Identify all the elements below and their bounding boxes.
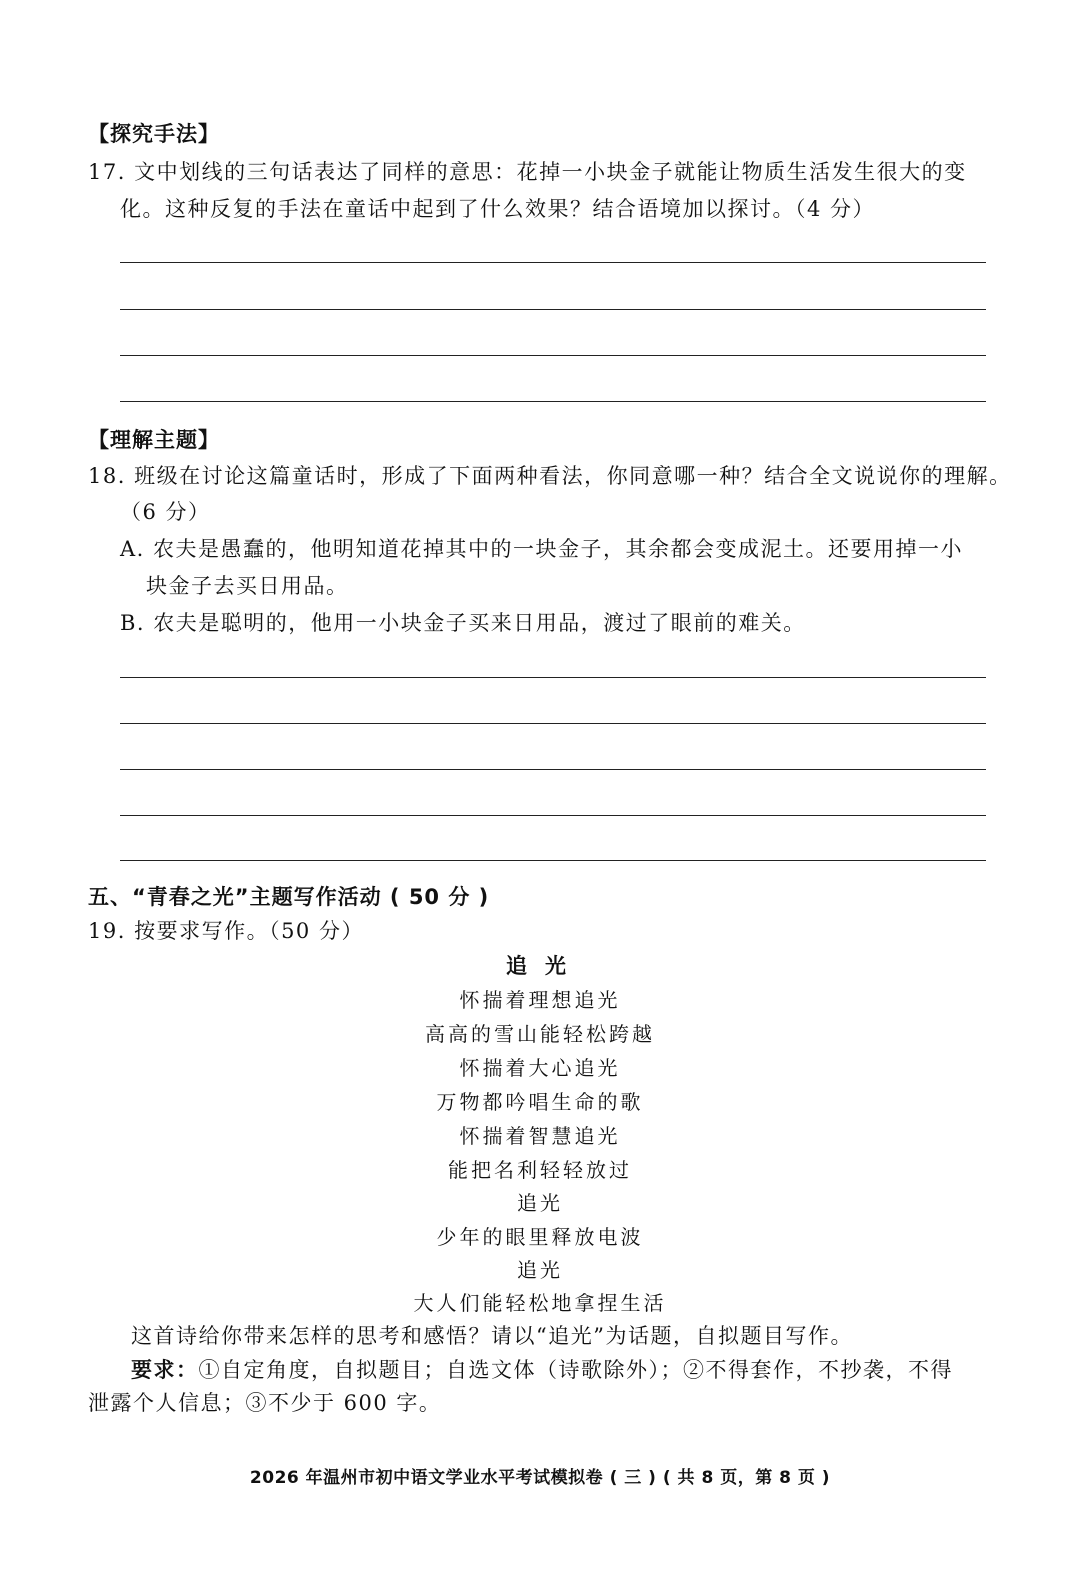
requirements-line2: 泄露个人信息；③不少于 600 字。 [88, 1391, 442, 1415]
poem-title: 追光 [506, 954, 584, 978]
option-a-line1: A. 农夫是愚蠢的，他明知道花掉其中的一块金子，其余都会变成泥土。还要用掉一小 [120, 537, 964, 561]
answer-line[interactable] [120, 815, 986, 816]
requirements-line1 [131, 1354, 953, 1384]
option-a-line2: 块金子去买日用品。 [146, 574, 349, 598]
question-18-line2: （6 分） [120, 500, 211, 524]
question-18-line1: 18. 班级在讨论这篇童话时，形成了下面两种看法，你同意哪一种？结合全文说说你的理解。 [88, 464, 1012, 488]
answer-line[interactable] [120, 355, 986, 356]
poem-line: 追光 [517, 1191, 563, 1215]
poem-line: 怀揣着大心追光 [459, 1056, 621, 1080]
requirements-text: ①自定角度，自拟题目；自选文体（诗歌除外）；②不得套作，不抄袭，不得 [198, 1358, 953, 1382]
poem-line: 追光 [517, 1258, 563, 1282]
poem-line: 大人们能轻松地拿捏生活 [413, 1291, 667, 1315]
poem-line: 怀揣着理想追光 [459, 988, 621, 1012]
answer-line[interactable] [120, 860, 986, 861]
answer-line[interactable] [120, 677, 986, 678]
writing-question: 这首诗给你带来怎样的思考和感悟？请以“追光”为话题，自拟题目写作。 [131, 1324, 853, 1348]
section-heading-writing: 五、“青春之光”主题写作活动 ( 50 分 ) [88, 885, 490, 909]
poem-line: 怀揣着智慧追光 [459, 1124, 621, 1148]
section-heading-theme: 【理解主题】 [88, 428, 220, 452]
option-b: B. 农夫是聪明的，他用一小块金子买来日用品，渡过了眼前的难关。 [120, 611, 806, 635]
poem-line: 万物都吟唱生命的歌 [436, 1090, 644, 1114]
answer-line[interactable] [120, 723, 986, 724]
question-17-line2: 化。这种反复的手法在童话中起到了什么效果？结合语境加以探讨。（4 分） [120, 197, 876, 221]
answer-line[interactable] [120, 769, 986, 770]
question-19-prompt: 19. 按要求写作。（50 分） [88, 919, 364, 943]
question-17-line1: 17. 文中划线的三句话表达了同样的意思：花掉一小块金子就能让物质生活发生很大的变 [88, 160, 967, 184]
poem-line: 少年的眼里释放电波 [436, 1225, 644, 1249]
answer-line[interactable] [120, 309, 986, 310]
section-heading-explore: 【探究手法】 [88, 122, 220, 146]
requirements-label: 要求： [131, 1358, 199, 1382]
answer-line[interactable] [120, 262, 986, 263]
poem-line: 能把名利轻轻放过 [448, 1158, 632, 1182]
answer-line[interactable] [120, 401, 986, 402]
page-footer: 2026 年温州市初中语文学业水平考试模拟卷 ( 三 ) ( 共 8 页，第 8 页 ) [249, 1468, 831, 1488]
poem-line: 高高的雪山能轻松跨越 [425, 1022, 655, 1046]
